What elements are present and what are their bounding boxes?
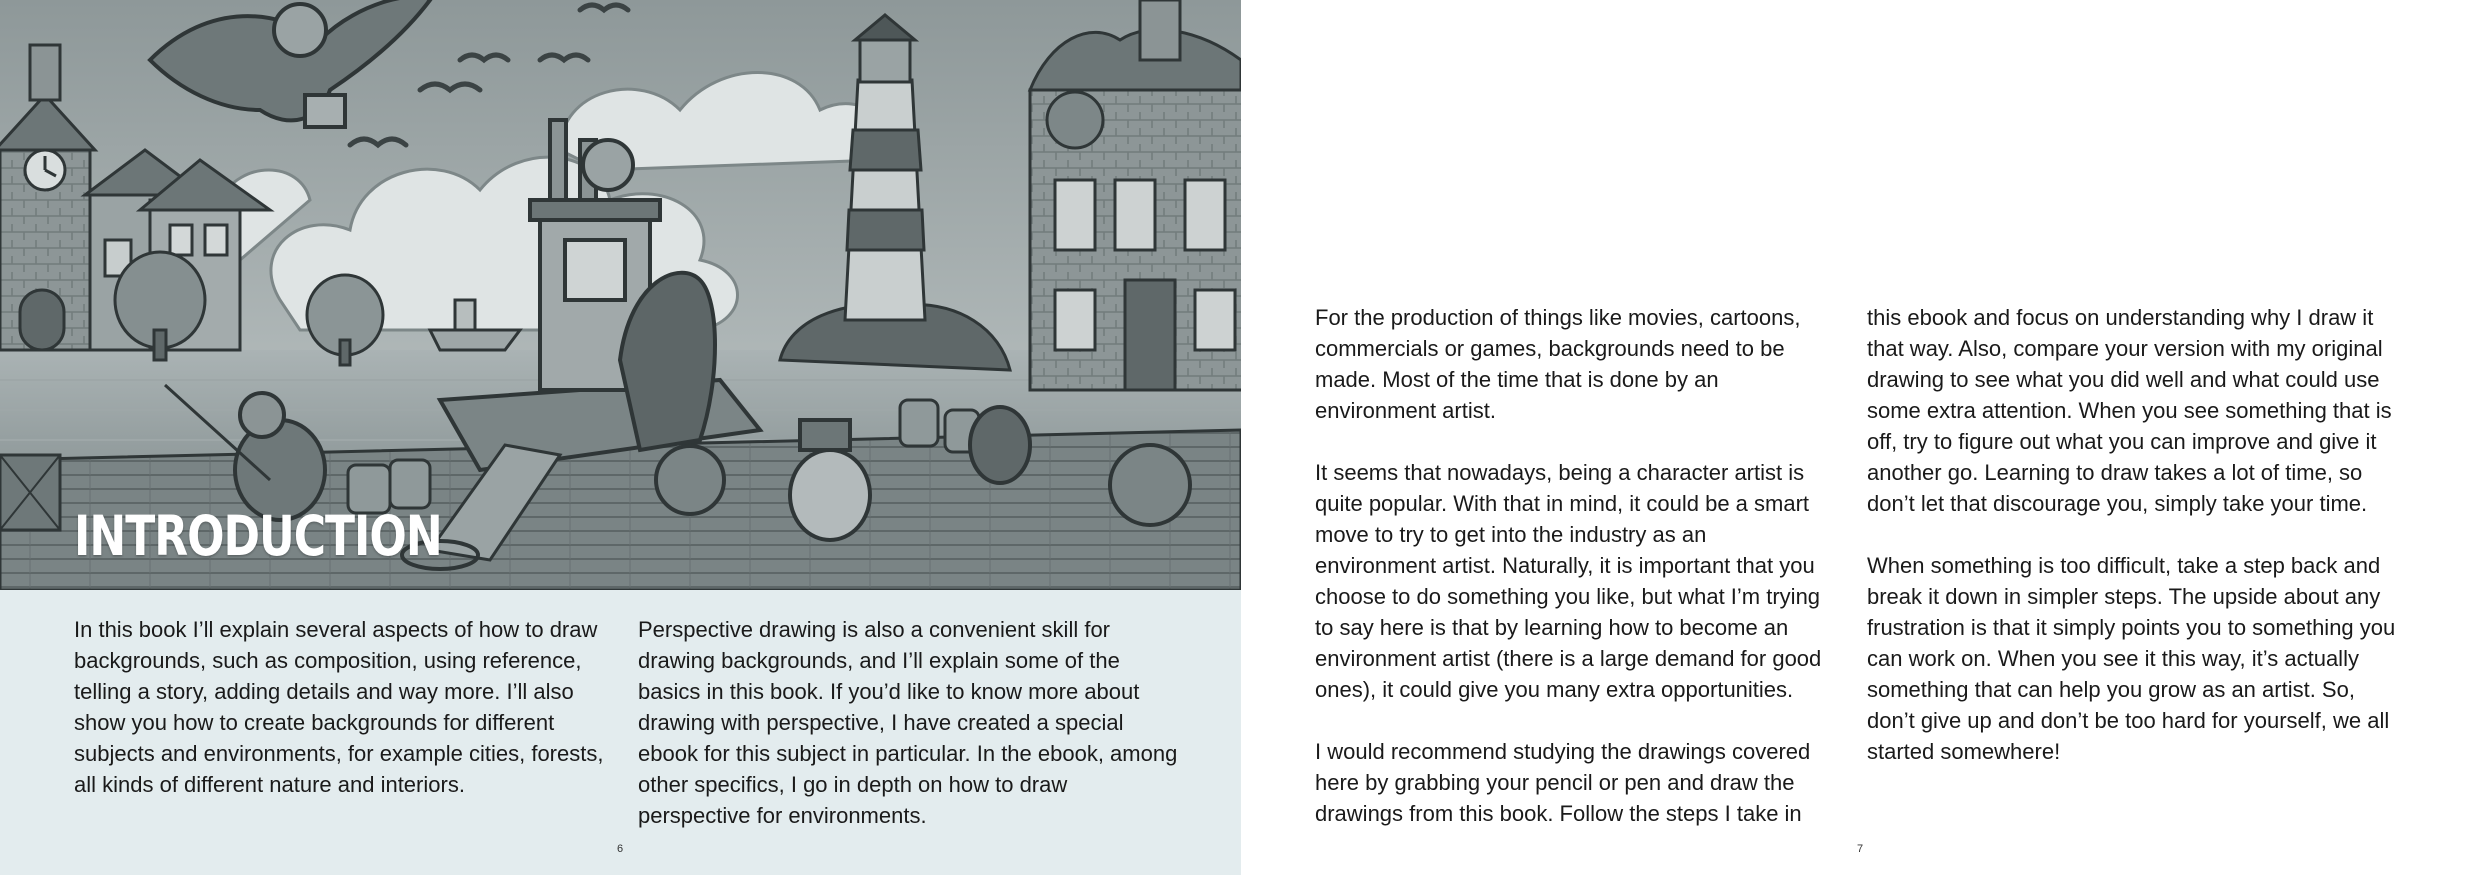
paragraph: this ebook and focus on understanding why I draw it that way. Also, compare your version with my original drawing to see what you did well and what could use some extra attention. When you see something that is off, try to figure out what you can improve and give it another go. Learning to draw takes a lot of time, so don’t let that discourage you, simply take your time.	[1867, 305, 2392, 516]
chapter-heading: INTRODUCTION	[74, 505, 442, 569]
right-page-column-2	[1867, 302, 2407, 767]
crate	[0, 455, 60, 530]
paragraph: For the production of things like movies, cartoons, commercials or games, backgrounds need to be made. Most of the time that is done by an environment artist.	[1315, 305, 1801, 423]
right-page	[1241, 0, 2481, 875]
page-number: 7	[1857, 843, 1864, 855]
left-page-column-2	[638, 614, 1178, 831]
harbor-illustration	[0, 0, 1241, 590]
paragraph: I would recommend studying the drawings covered here by grabbing your pencil or pen and draw the drawings from this book. Follow the steps I take in	[1315, 739, 1811, 826]
paragraph: When something is too difficult, take a step back and break it down in simpler steps. The upside about any frustration is that it simply points you to something you can work on. When you see it this way, it’s actually something that can help you grow as an artist. So, don’t give up and don’t be too hard for yourself, we all started somewhere!	[1867, 553, 2396, 764]
left-page-column-1	[74, 614, 604, 800]
paragraph: In this book I’ll explain several aspects of how to draw backgrounds, such as composition, using reference, telling a story, adding details and way more. I’ll also show you how to create backgrounds for different subjects and environments, for example cities, forests, all kinds of different nature and interiors.	[74, 617, 604, 797]
paragraph: Perspective drawing is also a convenient skill for drawing backgrounds, and I’ll explain some of the basics in this book. If you’d like to know more about drawing with perspective, I have created a special ebook for this subject in particular. In the ebook, among other specifics, I go in depth on how to draw perspective for environments.	[638, 617, 1178, 828]
page-number: 6	[617, 843, 624, 855]
paragraph: It seems that nowadays, being a character artist is quite popular. With that in mind, it could be a smart move to try to get into the industry as an environment artist. Naturally, it is important that you choose to do something you like, but what I’m trying to say here is that by learning how to become an environment artist (there is a large demand for good ones), it could give you many extra opportunities.	[1315, 460, 1822, 702]
right-page-column-1	[1315, 302, 1825, 829]
canal-houses	[1030, 0, 1241, 390]
